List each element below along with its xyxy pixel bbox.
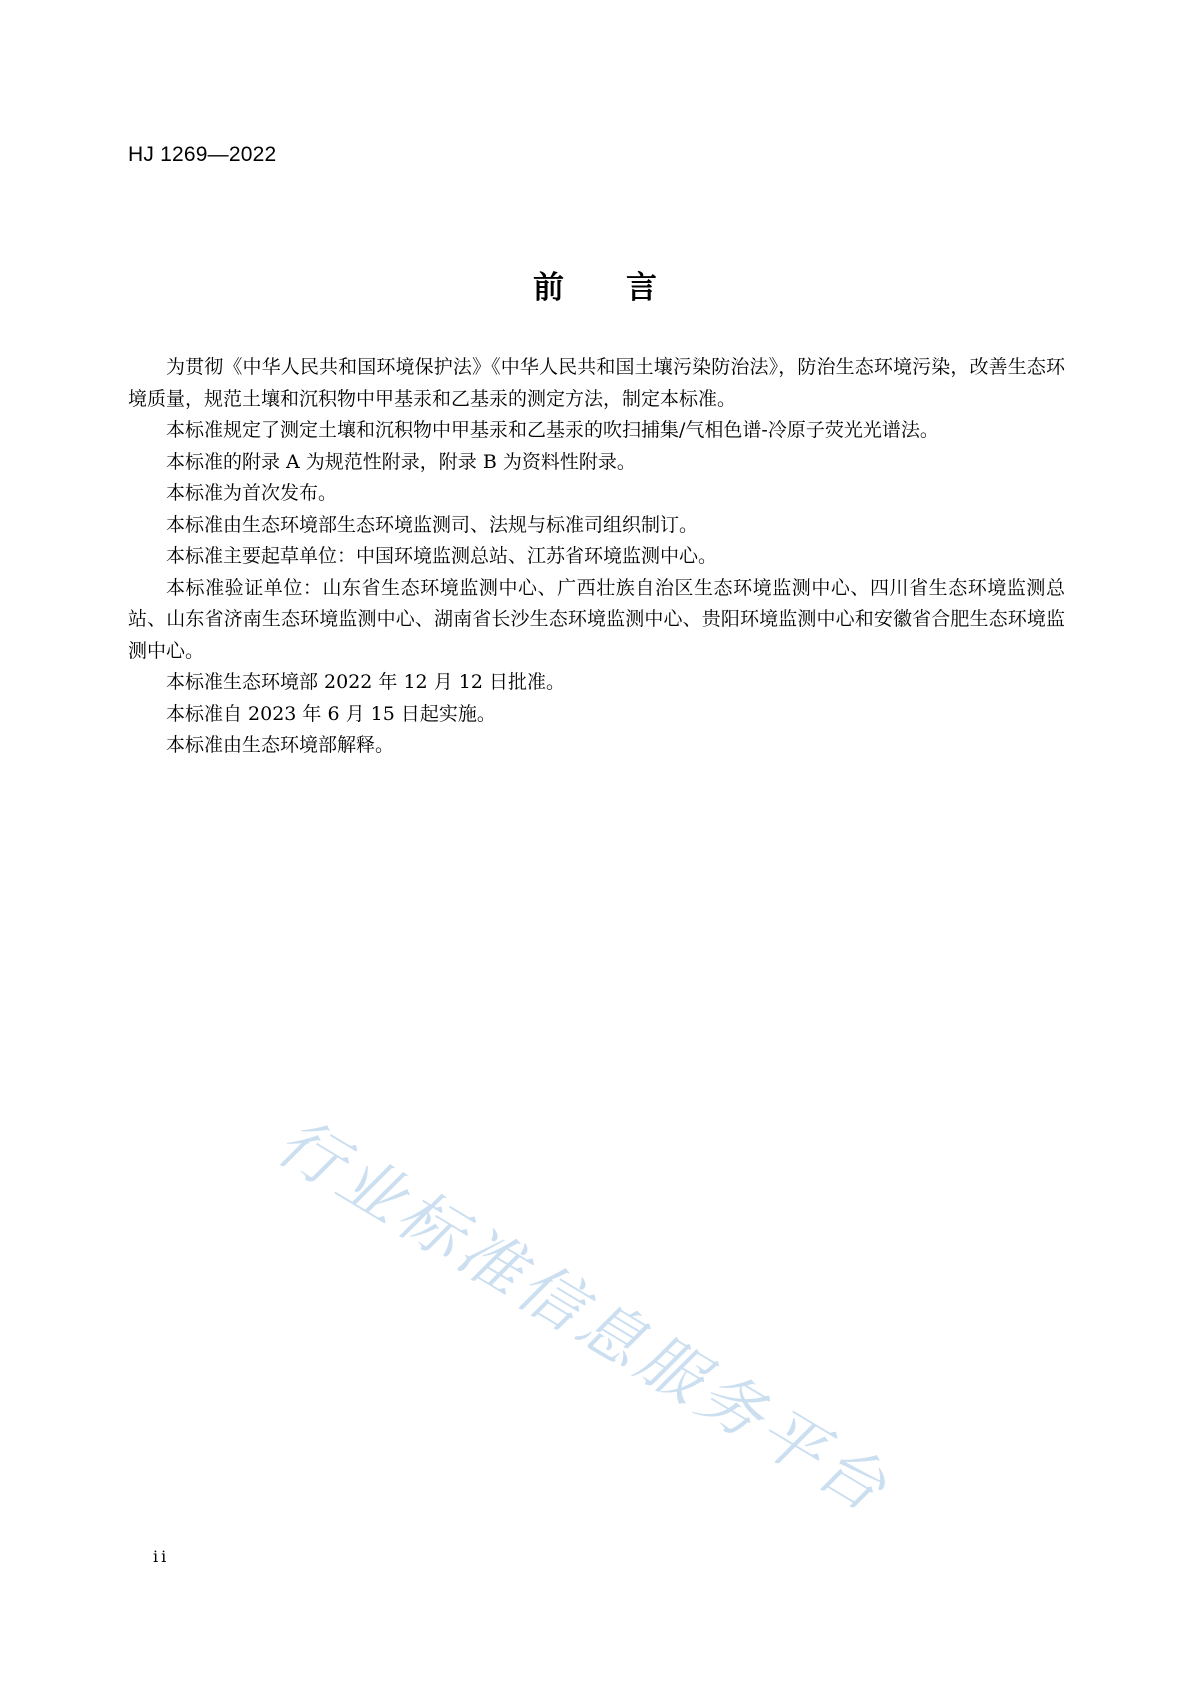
paragraph-organizer: 本标准由生态环境部生态环境监测司、法规与标准司组织制订。 — [166, 513, 699, 536]
paragraph-approval-date: 本标准生态环境部 2022 年 12 月 12 日批准。 — [166, 671, 565, 693]
page-number: ii — [153, 1547, 170, 1566]
title-char-1: 前 — [533, 270, 564, 306]
paragraph-scope: 本标准规定了测定土壤和沉积物中甲基汞和乙基汞的吹扫捕集/气相色谱-冷原子荧光光谱法。 — [166, 419, 939, 441]
title-char-2: 言 — [626, 270, 657, 306]
preface-body — [128, 352, 1065, 762]
paragraph-interpretation: 本标准由生态环境部解释。 — [166, 734, 395, 756]
paragraph-drafters: 本标准主要起草单位：中国环境监测总站、江苏省环境监测中心。 — [166, 545, 718, 567]
paragraph-effective-date: 本标准自 2023 年 6 月 15 日起实施。 — [166, 702, 496, 725]
paragraph-appendix: 本标准的附录 A 为规范性附录，附录 B 为资料性附录。 — [166, 450, 636, 473]
document-code: HJ 1269—2022 — [128, 143, 277, 166]
paragraph-purpose: 为贯彻《中华人民共和国环境保护法》《中华人民共和国土壤污染防治法》，防治生态环境污染，改善生态环境质量，规范土壤和沉积物中甲基汞和乙基汞的测定方法，制定本标准。 — [128, 356, 1065, 410]
paragraph-validators: 本标准验证单位：山东省生态环境监测中心、广西壮族自治区生态环境监测中心、四川省生态环境监测总站、山东省济南生态环境监测中心、湖南省长沙生态环境监测中心、贵阳环境监测中心和安徽省合肥生态环境监测中心。 — [128, 576, 1065, 662]
watermark: 行业标准信息服务平台 — [264, 1104, 903, 1529]
paragraph-first-release: 本标准为首次发布。 — [166, 482, 338, 504]
page-title — [0, 262, 1190, 307]
